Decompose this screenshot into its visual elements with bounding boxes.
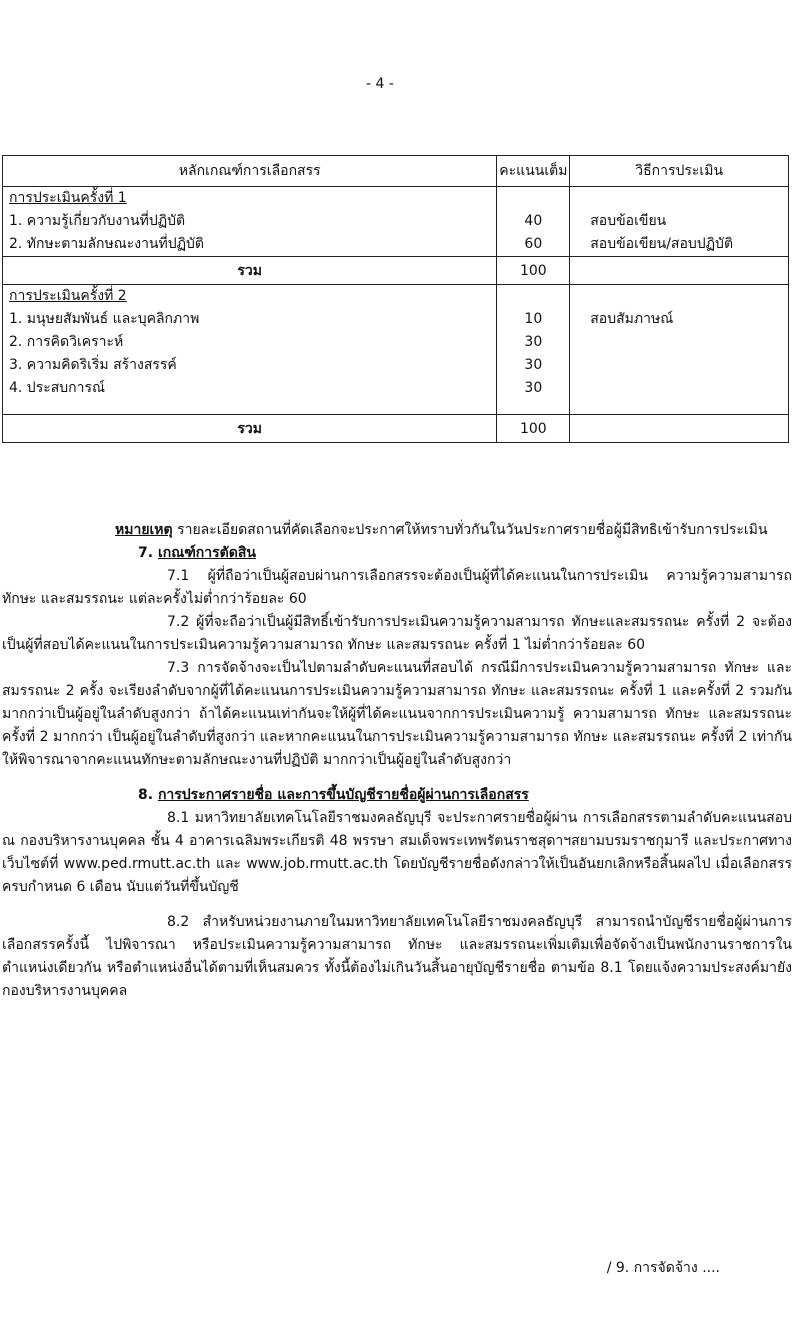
section1-total-row <box>3 257 789 285</box>
section1-total-value: 100 <box>497 257 570 285</box>
section1-item-2: 2. ทักษะตามลักษณะงานที่ปฏิบัติ <box>9 236 204 252</box>
section2-total-label: รวม <box>3 415 497 443</box>
section2-title: การประเมินครั้งที่ 2 <box>9 288 127 304</box>
section7-paragraph-3: 7.3 การจัดจ้างจะเป็นไปตามลำดับคะแนนที่สอบได้ กรณีมีการประเมินความรู้ความสามารถ ทักษะ และสมรรถนะ 2 ครั้ง จะเรียงลำดับจากผู้ที่ได้คะแนนการประเมินความรู้ความสามารถ ทักษะ และสมรรถนะ ครั้งที่ 1 และครั้งที่ 2 รวมกันมากกว่าเป็นผู้อยู่ในลำดับสูงกว่า ถ้าได้คะแนนเท่ากันจะให้ผู้ที่ได้คะแนนจากการประเมินความรู้ ความสามารถ ทักษะ และสมรรถนะครั้งที่ 2 มากกว่า เป็นผู้อยู่ในลำดับที่สูงกว่า และหากคะแนนในการประเมินความรู้ความสามารถ ทักษะ และสมรรถนะ ครั้งที่ 2 เท่ากันให้พิจารณาจากคะแนนทักษะตามลักษณะงานที่ปฏิบัติ มากกว่าเป็นผู้อยู่ในลำดับสูงกว่า <box>2 660 792 768</box>
section1-score-cell <box>497 187 570 257</box>
section2-criteria-cell <box>3 285 497 415</box>
criteria-table <box>2 155 789 443</box>
section2-item-2: 2. การคิดวิเคราะห์ <box>9 334 124 350</box>
section1-score-1: 40 <box>524 213 543 229</box>
section8-heading <box>2 784 792 807</box>
section1-criteria-cell <box>3 187 497 257</box>
section2-score-4: 30 <box>524 380 543 396</box>
section7-number: 7. <box>138 545 158 561</box>
header-full-score: คะแนนเต็ม <box>497 156 570 187</box>
note-text: รายละเอียดสถานที่คัดเลือกจะประกาศให้ทราบทั่วกันในวันประกาศรายชื่อผู้มีสิทธิเข้ารับการประเมิน <box>172 522 768 538</box>
section1-row <box>3 187 789 257</box>
header-criteria: หลักเกณฑ์การเลือกสรร <box>3 156 497 187</box>
header-method: วิธีการประเมิน <box>570 156 789 187</box>
section2-row <box>3 285 789 415</box>
section1-method-2: สอบข้อเขียน/สอบปฏิบัติ <box>590 236 734 252</box>
note-paragraph <box>2 519 792 542</box>
document-body <box>2 519 792 1003</box>
section2-total-row <box>3 415 789 443</box>
section1-item-1: 1. ความรู้เกี่ยวกับงานที่ปฏิบัติ <box>9 213 186 229</box>
section2-score-cell <box>497 285 570 415</box>
section1-total-label: รวม <box>3 257 497 285</box>
table-header-row <box>3 156 789 187</box>
section2-score-1: 10 <box>524 311 543 327</box>
section2-total-value: 100 <box>497 415 570 443</box>
section2-score-3: 30 <box>524 357 543 373</box>
section1-title: การประเมินครั้งที่ 1 <box>9 190 127 206</box>
section2-item-3: 3. ความคิดริเริ่ม สร้างสรรค์ <box>9 357 177 373</box>
section8-paragraph-2: 8.2 สำหรับหน่วยงานภายในมหาวิทยาลัยเทคโนโลยีราชมงคลธัญบุรี สามารถนำบัญชีรายชื่อผู้ผ่านการเลือกสรรครั้งนี้ ไปพิจารณา หรือประเมินความรู้ความสามารถ ทักษะ และสมรรถนะเพิ่มเติมเพื่อจัดจ้างเป็นพนักงานราชการในตำแหน่งเดียวกัน หรือตำแหน่งอื่นได้ตามที่เห็นสมควร ทั้งนี้ต้องไม่เกินวันสิ้นอายุบัญชีรายชื่อ ตามข้อ 8.1 โดยแจ้งความประสงค์มายังกองบริหารงานบุคคล <box>2 914 792 999</box>
page-number: - 4 - <box>366 76 394 92</box>
section7-paragraph-2: 7.2 ผู้ที่จะถือว่าเป็นผู้มีสิทธิ์เข้ารับการประเมินความรู้ความสามารถ ทักษะและสมรรถนะ ครั้งที่ 2 จะต้องเป็นผู้ที่สอบได้คะแนนในการประเมินความรู้ความสามารถ ทักษะ และสมรรถนะ ครั้งที่ 1 ไม่ต่ำกว่าร้อยละ 60 <box>2 614 792 653</box>
section2-item-4: 4. ประสบการณ์ <box>9 380 106 396</box>
section1-method-cell <box>570 187 789 257</box>
section7-heading <box>2 542 792 565</box>
section8-number: 8. <box>138 787 158 803</box>
section1-total-method <box>570 257 789 285</box>
section8-title: การประกาศรายชื่อ และการขึ้นบัญชีรายชื่อผู้ผ่านการเลือกสรร <box>157 787 529 803</box>
section1-method-1: สอบข้อเขียน <box>590 213 667 229</box>
section2-score-2: 30 <box>524 334 543 350</box>
continuation-note: / 9. การจัดจ้าง .... <box>606 1260 720 1276</box>
section2-method-cell <box>570 285 789 415</box>
note-label: หมายเหตุ <box>115 522 173 538</box>
section1-score-2: 60 <box>524 236 543 252</box>
section2-item-1: 1. มนุษยสัมพันธ์ และบุคลิกภาพ <box>9 311 200 327</box>
section2-method-1: สอบสัมภาษณ์ <box>590 311 674 327</box>
section2-total-method <box>570 415 789 443</box>
section7-title: เกณฑ์การตัดสิน <box>157 545 256 561</box>
section7-paragraph-1: 7.1 ผู้ที่ถือว่าเป็นผู้สอบผ่านการเลือกสรรจะต้องเป็นผู้ที่ได้คะแนนในการประเมิน ความรู้ความสามารถ ทักษะ และสมรรถนะ แต่ละครั้งไม่ต่ำกว่าร้อยละ 60 <box>2 568 792 607</box>
section8-paragraph-1: 8.1 มหาวิทยาลัยเทคโนโลยีราชมงคลธัญบุรี จะประกาศรายชื่อผู้ผ่าน การเลือกสรรตามลำดับคะแนนสอบ ณ กองบริหารงานบุคคล ชั้น 4 อาคารเฉลิมพระเกียรติ 48 พรรษา สมเด็จพระเทพรัตนราชสุดาฯสยามบรมราชกุมารี และประกาศทางเว็บไซต์ที่ www.ped.rmutt.ac.th และ www.job.rmutt.ac.th โดยบัญชีรายชื่อดังกล่าวให้เป็นอันยกเลิกหรือสิ้นผลไป เมื่อเลือกสรรครบกำหนด 6 เดือน นับแต่วันที่ขึ้นบัญชี <box>2 810 792 895</box>
